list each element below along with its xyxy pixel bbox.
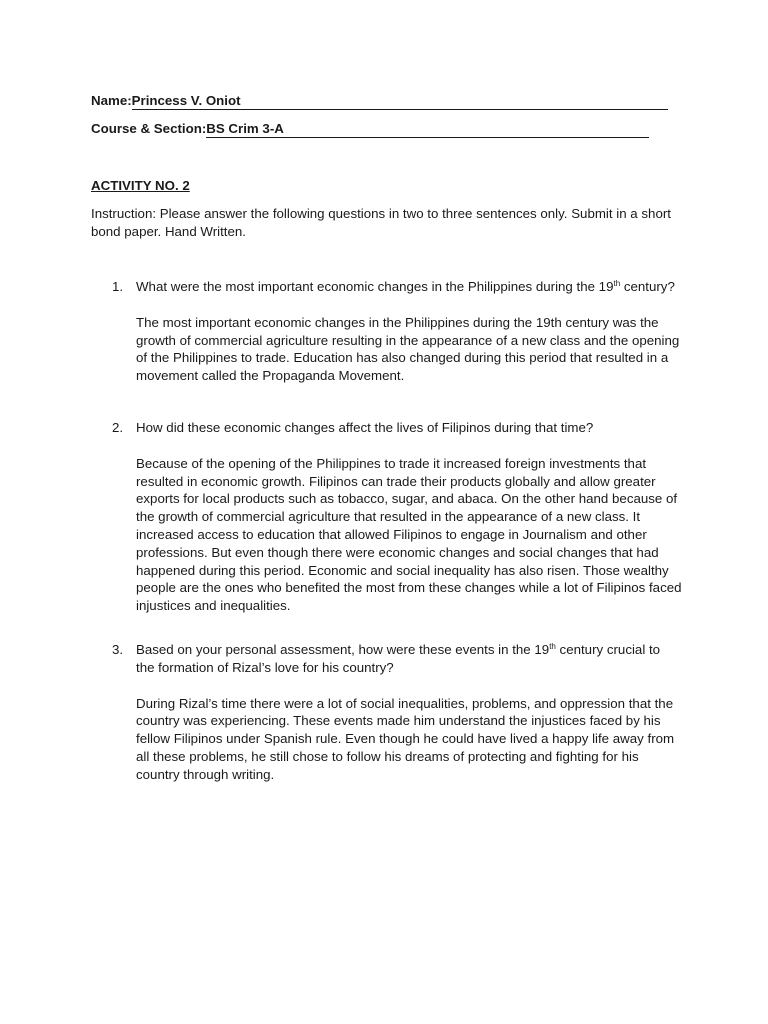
course-section-label: Course & Section: <box>91 121 207 136</box>
question-3 <box>112 641 682 784</box>
question-text: What were the most important economic changes in the Philippines during the 19th century? <box>136 279 675 294</box>
question-1 <box>112 278 682 385</box>
question-number: 1. <box>112 279 124 294</box>
name-value: Princess V. Oniot <box>132 94 668 110</box>
answer-text: The most important economic changes in the Philippines during the 19th century was the growth of commercial agriculture resulting in the appearance of a new class and the opening of the Philippines to trade. Education has also changed during this period that resulted in a movement called the Propaganda Movement. <box>136 314 680 384</box>
answer-text: Because of the opening of the Philippines to trade it increased foreign investments that resulted in economic growth. Filipinos can trade their products globally and allow greater exports for local products such as tobacco, sugar, and abaca. On the other hand because of the growth of commercial agriculture that resulted in the appearance of a new class. It increased access to education that allowed Filipinos to engage in Journalism and other professions. But even though there were economic changes and social changes that had happened during this period. Economic and social inequality has also risen. Those wealthy people are the ones who benefited the most from these changes while a lot of Filipinos faced injustices and inequalities. <box>136 455 682 614</box>
question-text: Based on your personal assessment, how were these events in the 19th century crucial to the formation of Rizal’s love for his country? <box>136 642 661 675</box>
course-section-value: BS Crim 3-A <box>206 122 649 138</box>
question-2 <box>112 419 682 615</box>
answer-text: During Rizal’s time there were a lot of social inequalities, problems, and oppression that the country was experiencing. These events made him understand the injustices faced by his fellow Filipinos under Spanish rule. Even though he could have lived a happy life away from all these problems, he still chose to follow his dreams of protecting and fighting for his country through writing. <box>136 695 675 782</box>
name-field <box>91 92 668 110</box>
question-number: 3. <box>112 642 124 657</box>
instruction-text: Instruction: Please answer the following questions in two to three sentences only. Submit in a short bond paper. Hand Written. <box>91 206 671 239</box>
question-number: 2. <box>112 420 124 435</box>
name-label: Name: <box>91 93 132 108</box>
question-text: How did these economic changes affect the lives of Filipinos during that time? <box>136 420 594 435</box>
course-section-field <box>91 120 649 138</box>
activity-title: ACTIVITY NO. 2 <box>91 178 190 193</box>
